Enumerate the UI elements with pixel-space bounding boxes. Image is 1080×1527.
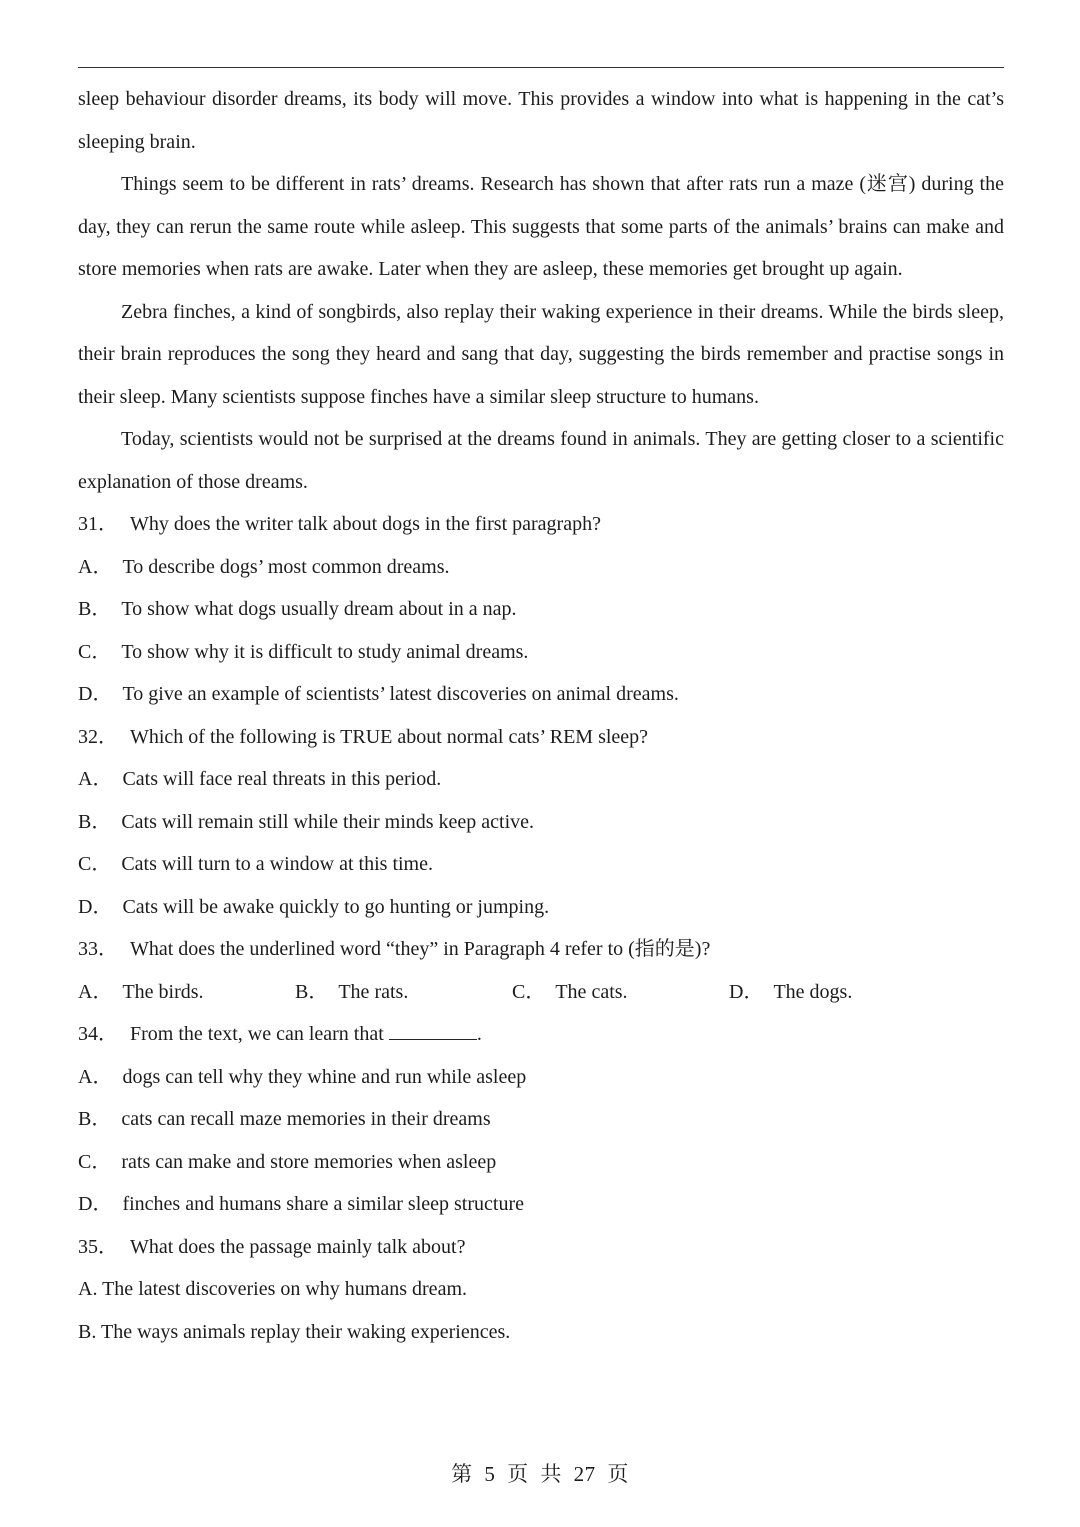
option-letter: A． bbox=[78, 980, 113, 1003]
paragraph: Today, scientists would not be surprised at the dreams found in animals. They are getting closer to a scientific explanation of those dreams. bbox=[78, 428, 1004, 493]
option-text: Cats will remain still while their minds keep active. bbox=[121, 810, 535, 833]
header-rule bbox=[78, 67, 1004, 68]
question-number: 33． bbox=[78, 938, 118, 960]
option-text: The dogs. bbox=[773, 980, 853, 1003]
option-text: finches and humans share a similar sleep structure bbox=[122, 1193, 524, 1215]
question-text: Which of the following is TRUE about normal cats’ REM sleep? bbox=[130, 725, 649, 748]
option-text: The rats. bbox=[338, 980, 409, 1003]
page-footer: 第 5 页 共 27 页 bbox=[451, 1462, 629, 1486]
option-letter: C． bbox=[78, 1150, 112, 1173]
option-34-a[interactable] bbox=[78, 1056, 1004, 1099]
option-33-c[interactable] bbox=[512, 971, 729, 1014]
option-letter: B． bbox=[78, 598, 112, 620]
question-33 bbox=[78, 928, 1004, 971]
option-letter: B. bbox=[78, 1320, 97, 1343]
option-32-c[interactable] bbox=[78, 843, 1004, 886]
question-32 bbox=[78, 716, 1004, 759]
question-35 bbox=[78, 1226, 1004, 1269]
option-letter: A． bbox=[78, 1065, 113, 1088]
option-letter: D． bbox=[78, 895, 113, 918]
question-number: 31． bbox=[78, 513, 118, 535]
option-text: The cats. bbox=[555, 980, 628, 1003]
option-text: dogs can tell why they whine and run while asleep bbox=[122, 1065, 527, 1088]
option-34-d[interactable] bbox=[78, 1183, 1004, 1226]
question-text: Why does the writer talk about dogs in the first paragraph? bbox=[130, 513, 601, 535]
option-letter: D． bbox=[729, 980, 764, 1003]
question-number: 34． bbox=[78, 1023, 118, 1045]
option-35-b[interactable] bbox=[78, 1311, 1004, 1354]
option-33-d[interactable] bbox=[729, 971, 946, 1014]
question-text: From the text, we can learn that bbox=[130, 1023, 384, 1045]
option-letter: D． bbox=[78, 683, 113, 705]
question-number: 35． bbox=[78, 1235, 118, 1258]
option-text: Cats will face real threats in this period. bbox=[122, 768, 442, 790]
option-31-c[interactable] bbox=[78, 631, 1004, 674]
option-34-c[interactable] bbox=[78, 1141, 1004, 1184]
option-letter: B． bbox=[78, 1108, 112, 1130]
question-text: What does the underlined word “they” in Paragraph 4 refer to (指的是)? bbox=[130, 938, 711, 960]
option-text: Cats will turn to a window at this time. bbox=[121, 853, 433, 875]
option-letter: A． bbox=[78, 768, 113, 790]
question-31 bbox=[78, 503, 1004, 546]
option-text: The ways animals replay their waking experiences. bbox=[100, 1320, 511, 1343]
option-letter: D． bbox=[78, 1193, 113, 1215]
options-row-33 bbox=[78, 971, 1004, 1014]
option-letter: C． bbox=[512, 980, 546, 1003]
paragraph: Zebra finches, a kind of songbirds, also replay their waking experience in their dreams. While the birds sleep, their brain reproduces the song they heard and sang that day, suggesting the birds remember and practise songs in their sleep. Many scientists suppose finches have a similar sleep structure to humans. bbox=[78, 300, 1004, 408]
option-31-b[interactable] bbox=[78, 588, 1004, 631]
passage-content bbox=[78, 78, 1004, 1353]
option-text: cats can recall maze memories in their dreams bbox=[121, 1108, 491, 1130]
question-34 bbox=[78, 1013, 1004, 1056]
option-letter: C． bbox=[78, 853, 112, 875]
option-31-d[interactable] bbox=[78, 673, 1004, 716]
option-text: Cats will be awake quickly to go hunting or jumping. bbox=[122, 895, 550, 918]
option-letter: A． bbox=[78, 555, 113, 578]
question-text-end: . bbox=[476, 1023, 482, 1045]
option-34-b[interactable] bbox=[78, 1098, 1004, 1141]
option-text: The birds. bbox=[122, 980, 204, 1003]
question-number: 32． bbox=[78, 725, 118, 748]
paragraph: sleep behaviour disorder dreams, its body will move. This provides a window into what is happening in the cat’s sleeping brain. bbox=[78, 88, 1004, 153]
paragraph: Things seem to be different in rats’ dreams. Research has shown that after rats run a maze (迷宫) during the day, they can rerun the same route while asleep. This suggests that some parts of the animals’ brains can make and store memories when rats are awake. Later when they are asleep, these memories get brought up again. bbox=[78, 173, 1004, 280]
option-35-a[interactable] bbox=[78, 1268, 1004, 1311]
answer-blank[interactable] bbox=[389, 1021, 477, 1040]
option-32-a[interactable] bbox=[78, 758, 1004, 801]
option-32-d[interactable] bbox=[78, 886, 1004, 929]
option-33-b[interactable] bbox=[295, 971, 512, 1014]
option-letter: B． bbox=[295, 980, 329, 1003]
option-text: To give an example of scientists’ latest discoveries on animal dreams. bbox=[122, 683, 679, 705]
option-letter: A. bbox=[78, 1278, 98, 1300]
option-text: rats can make and store memories when asleep bbox=[121, 1150, 497, 1173]
option-text: To show why it is difficult to study animal dreams. bbox=[121, 640, 529, 663]
option-letter: B． bbox=[78, 810, 112, 833]
option-33-a[interactable] bbox=[78, 971, 295, 1014]
option-letter: C． bbox=[78, 640, 112, 663]
question-text: What does the passage mainly talk about? bbox=[130, 1235, 466, 1258]
option-32-b[interactable] bbox=[78, 801, 1004, 844]
option-text: To show what dogs usually dream about in a nap. bbox=[121, 598, 517, 620]
option-text: To describe dogs’ most common dreams. bbox=[122, 555, 450, 578]
option-text: The latest discoveries on why humans dream. bbox=[102, 1278, 467, 1300]
option-31-a[interactable] bbox=[78, 546, 1004, 589]
